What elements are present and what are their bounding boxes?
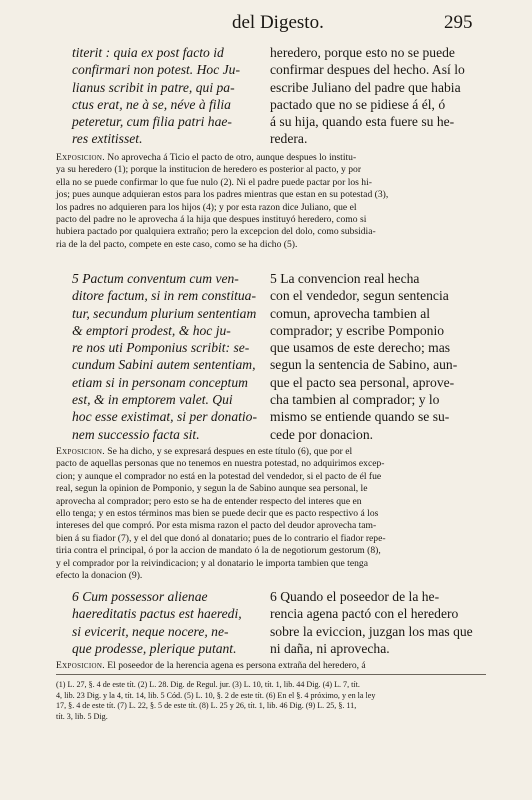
spanish-line: segun la sentencia de Sabino, aun- — [270, 357, 458, 373]
latin-line: re nos uti Pomponius scribit: se- — [72, 340, 250, 356]
latin-line: que prodesse, plerique putant. — [72, 640, 237, 656]
latin-line: hoc esse existimat, si per donatio- — [72, 409, 257, 425]
spanish-column-3 — [270, 588, 482, 657]
latin-line: ctus erat, ne à se, néve à filia — [72, 96, 231, 112]
spanish-line: á su hija, quando esta fuere su he- — [270, 114, 455, 130]
latin-line: ditore factum, si in rem constitua- — [72, 288, 256, 304]
latin-line: tur, secundum plurium sententiam — [72, 305, 257, 321]
exposition-line: ya su heredero (1); porque la institucion de heredero es posterior al pacto, y por — [56, 164, 362, 176]
exposition-lead: Exposicion. — [56, 446, 105, 457]
exposition-line: los padres no adquieren para los hijos (4); y por esta razon dice Juliano, que el — [56, 201, 357, 213]
exposition-line: hubiera pactado por qualquiera extraño; pero la excepcion del dolo, como subsidia- — [56, 226, 376, 238]
latin-line: peteretur, cum filia patri hae- — [72, 114, 232, 130]
exposition-line: cion; y aunque el comprador no está en la potestad del vendedor, si el pacto de él fue — [56, 470, 382, 482]
footnotes — [56, 680, 486, 722]
exposition-paragraph-1 — [56, 152, 486, 251]
exposition-paragraph-2 — [56, 446, 486, 582]
footnote-line: 17, §. 4 de este tít. (7) L. 22, §. 5 de este tít. (8) L. 25 y 26, tít. 1, lib. 46 Dig. (9) L. 25, §. 11, — [56, 701, 357, 711]
latin-line: 6 Cum possessor alienae — [72, 589, 208, 604]
latin-line: etiam si in personam conceptum — [72, 374, 248, 390]
spanish-line: heredero, porque esto no se puede — [270, 45, 455, 60]
exposition-lead: Exposicion. — [56, 660, 105, 671]
latin-line: si evicerit, neque nocere, ne- — [72, 623, 229, 639]
footnote-line: tít. 3, lib. 5 Dig. — [56, 711, 108, 721]
page-header — [0, 10, 532, 40]
spanish-line: pactado que no se pidiese á él, ó — [270, 96, 446, 112]
spanish-line: confirmar despues del hecho. Así lo — [270, 62, 465, 78]
exposition-lead: Exposicion. — [56, 152, 105, 163]
exposition-line: efecto la donacion (9). — [56, 570, 143, 582]
latin-line: titerit : quia ex post facto id — [72, 45, 224, 60]
latin-column-2 — [72, 270, 267, 443]
footnote-rule — [56, 674, 486, 675]
spanish-line: que el pacto sea personal, aprove- — [270, 374, 455, 390]
exposition-line: tiria contra el principal, ó por la accion de mandato ó la de negotiorum gestorum (8), — [56, 545, 381, 557]
exposition-line: Exposicion. No aprovecha á Ticio el pacto de otro, aunque despues lo institu- — [56, 152, 357, 163]
spanish-line: 5 La convencion real hecha — [270, 271, 420, 286]
spanish-column-1 — [270, 44, 482, 148]
footnote-line: (1) L. 27, §. 4 de este tít. (2) L. 28. Dig. de Regul. jur. (3) L. 10, tít. 1, lib. 44 Dig. (4) L. 7, tít. — [56, 680, 360, 689]
latin-line: & emptori prodest, & hoc ju- — [72, 322, 231, 338]
spanish-line: cede por donacion. — [270, 426, 374, 442]
page-number: 295 — [444, 12, 473, 33]
exposition-line: aprovecha al comprador; pero esto se ha de entender respecto del interes que en — [56, 495, 362, 507]
spanish-line: con el vendedor, segun sentencia — [270, 288, 449, 304]
spanish-column-2 — [270, 270, 482, 443]
exposition-line: Exposicion. Se ha dicho, y se expresará despues en este título (6), que por el — [56, 446, 353, 457]
spanish-line: que usamos de este derecho; mas — [270, 340, 451, 356]
spanish-line: rencia agena pactó con el heredero — [270, 606, 459, 622]
exposition-line: bien á su fiador (7), y el del que donó al donatario; pues de lo contrario el fiador repe- — [56, 532, 386, 544]
spanish-line: sobre la eviccion, juzgan los mas que — [270, 623, 473, 639]
latin-column-1 — [72, 44, 267, 148]
latin-line: cundum Sabini autem sententiam, — [72, 357, 256, 373]
latin-line: nem successio facta sit. — [72, 426, 200, 442]
spanish-line: comun, aprovecha tambien al — [270, 305, 431, 321]
spanish-line: ni daña, ni aprovecha. — [270, 640, 390, 656]
exposition-line: ria de la del pacto, compete en este caso, como se ha dicho (5). — [56, 238, 298, 250]
footnote-line: 4, lib. 23 Dig. y la 4, tít. 14, lib. 5 Cód. (5) L. 10, §. 2 de este tít. (6) En el §. 4 próximo, y en la ley — [56, 690, 376, 700]
exposition-line: jos; pues aunque adquieran estos para los padres mientras que estan en su potestad (3), — [56, 189, 389, 201]
exposition-line: ello tenga; y en estos términos mas bien se puede decir que es pacto respectivo á los — [56, 508, 379, 520]
spanish-line: redera. — [270, 131, 308, 147]
spanish-line: escribe Juliano del padre que habia — [270, 79, 461, 95]
latin-column-3 — [72, 588, 267, 657]
exposition-paragraph-3 — [56, 660, 486, 672]
latin-line: lianus scribit in patre, qui pa- — [72, 79, 235, 95]
exposition-line: intereses del que compró. Por esta misma razon el pacto del deudor aprovecha tam- — [56, 520, 377, 532]
latin-line: res extitisset. — [72, 131, 143, 147]
exposition-line: pacto del padre no le aprovecha á la hija que despues instituyó heredero, como si — [56, 214, 367, 226]
spanish-line: 6 Quando el poseedor de la he- — [270, 589, 440, 604]
spanish-line: cha tambien al comprador; y lo — [270, 392, 440, 408]
latin-line: 5 Pactum conventum cum ven- — [72, 271, 239, 286]
exposition-line: ella no se puede confirmar lo que fue nulo (2). Ni el padre puede pactar por los hi- — [56, 176, 372, 188]
latin-line: est, & in emptorem valet. Qui — [72, 392, 233, 408]
latin-line: confirmari non potest. Hoc Ju- — [72, 62, 241, 78]
exposition-line: Exposicion. El poseedor de la herencia agena es persona extraña del heredero, á — [56, 660, 366, 671]
running-head: del Digesto. — [232, 12, 324, 33]
spanish-line: comprador; y escribe Pomponio — [270, 322, 445, 338]
exposition-line: real, segun la opinion de Pomponio, y segun la de Sabino aunque sea personal, le — [56, 483, 368, 495]
exposition-line: y el comprador por la reivindicacion; y al donatario le importa tambien que tenga — [56, 557, 368, 569]
spanish-line: mismo se entiende quando se su- — [270, 409, 450, 425]
latin-line: haereditatis pactus est haeredi, — [72, 606, 242, 622]
exposition-line: pacto de aquellas personas que no tenemos en nuestra potestad, no adquirimos excep- — [56, 458, 385, 470]
